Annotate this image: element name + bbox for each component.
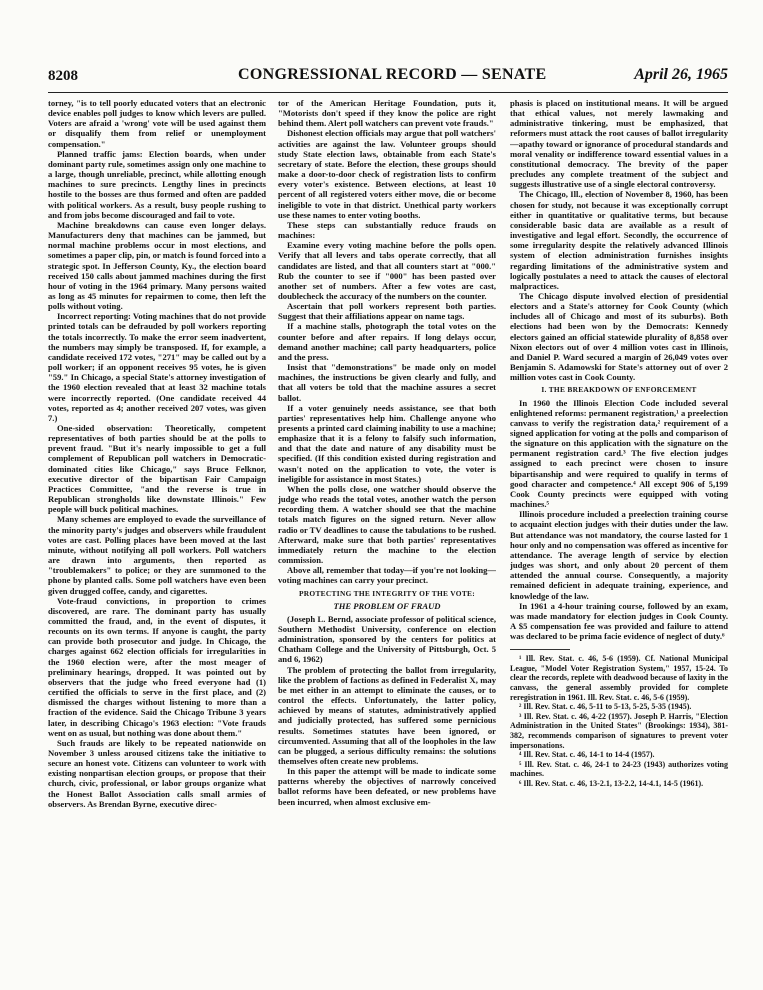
- paragraph: Planned traffic jams: Election boards, when under dominant party rule, sometimes assign only one machine to a large, though unreliable, precinct, while allotting enough machines to sure precincts. Lengthy lines in precincts hostile to the bosses are thus formed and often are padded with political workers. As a result, busy people rushing to and from jobs become discouraged and fail to vote.: [48, 148, 266, 220]
- paragraph: The Chicago, Ill., election of November 8, 1960, has been chosen for study, not because it was exceptionally corrupt either in quantitative or qualitative terms, but because considerable basic data are available as a result of investigative and legal effort. Secondly, the occurrence of some irregularity despite the relatively advanced Illinois system of election administration furnishes insights regarding limitations of the administrative system and logically postulates a need to attack the causes of electoral malpractices.: [510, 189, 728, 291]
- paragraph: Incorrect reporting: Voting machines that do not provide printed totals can be defrauded by poll workers reporting the totals incorrectly. To make the error seem inadvertent, the numbers may simply be transposed. If, for example, a candidate received 172 votes, "271" may be called out by a poll worker; if an opponent receives 95 votes, he is given "59." In Chicago, a special State's attorney investigation of the 1960 election revealed that at least 32 machine totals were incorrectly reported. (One candidate received 44 votes, reported as 4; another received 207 votes, was given 7.): [48, 311, 266, 423]
- publication-title: CONGRESSIONAL RECORD — SENATE: [238, 66, 547, 83]
- page-number: 8208: [48, 68, 78, 84]
- paragraph: The problem of protecting the ballot from irregularity, like the problem of factions as defined in Federalist X, may be met either in an attempt to eliminate the causes, or to control the effects. Unfortunately, the latter policy, achieved by means of statutes, administratively applied and judicially protected, has suffered some pernicious results. Sometimes statutes have been ignored, or circumvented. Assuming that all of the loopholes in the law can be plugged, a serious difficulty remains: the solutions themselves often create new problems.: [278, 664, 496, 766]
- footnote-rule: [510, 649, 570, 650]
- publication-date: April 26, 1965: [634, 66, 728, 83]
- footnote: ⁶ Ill. Rev. Stat. c. 46, 13-2.1, 13-2.2, 14-4.1, 14-5 (1961).: [519, 779, 704, 788]
- paragraph: Many schemes are employed to evade the surveillance of the minority party's judges and observers while fraudulent votes are cast. Polling places have been moved at the last minute, without notifying all poll workers. Poll watchers are drawn into arguments, then reported as "troublemakers" to police; or they are summoned to the phone by planted calls. Some poll watchers have even been given drugged coffee, candy, and cigarettes.: [48, 514, 266, 596]
- text-column-3: [510, 98, 728, 918]
- paragraph: One-sided observation: Theoretically, competent representatives of both parties should be at the polls to prevent fraud. "But it's nearly impossible to get a full complement of Republican poll watchers in Democratic-dominated cities like Chicago," says Bruce Felknor, executive director of the bipartisan Fair Campaign Practices Committee, "and the reverse is true in Republican strongholds like downstate Illinois." Few people will buck political machines.: [48, 423, 266, 515]
- footnote: ³ Ill. Rev. Stat. c. 46, 4-22 (1957). Joseph P. Harris, "Election Administration in the United States" (Brookings: 1934), 381-382, recommends comparison of signatures to prevent voter impersonations.: [510, 711, 728, 750]
- section-heading: I. THE BREAKDOWN OF ENFORCEMENT: [541, 385, 697, 395]
- paragraph: These steps can substantially reduce frauds on machines:: [278, 219, 496, 241]
- paragraph: Machine breakdowns can cause even longer delays. Manufacturers deny that machines can be jammed, but normal machine problems occur in most elections, and sometimes a paper clip, pin, or match is found forced into a strategic spot. In Jefferson County, Ky., the election board received 150 calls about jammed machines during the first hour of voting in the 1964 primary. Many persons waited as long as 45 minutes for repairmen to come, then left the polls without voting.: [48, 219, 266, 312]
- paragraph: Such frauds are likely to be repeated nationwide on November 3 unless aroused citizens take the initiative to secure an honest vote. Citizens can volunteer to work with existing nonpartisan election groups, or propose that their church, civic, professional, or labor groups organize what the Honest Ballot Association calls small armies of observers. As Brendan Byrne, executive direc-: [48, 737, 266, 809]
- paragraph: If a machine stalls, photograph the total votes on the counter before and after repairs. If long delays occur, demand another machine; call party headquarters, police and the press.: [278, 321, 496, 362]
- header-rule: [48, 92, 728, 93]
- footnote: ⁴ Ill. Rev. Stat. c. 46, 14-1 to 14-4 (1957).: [519, 750, 655, 760]
- section-heading: PROTECTING THE INTEGRITY OF THE VOTE:: [298, 588, 476, 598]
- paragraph: torney, "is to tell poorly educated voters that an electronic device enables poll judges to know which levers are pulled. Voters are afraid a 'wrong' vote will be used against them or disqualify them from relief or unemployment compensation.": [48, 98, 266, 149]
- page-header: [48, 66, 728, 92]
- paragraph: Vote-fraud convictions, in proportion to crimes discovered, are rare. The dominant party has usually committed the fraud, and, in the event of disputes, it recounts on its own terms. If anyone is caught, the party can provide both prosecutor and judge. In Chicago, the charges against 662 election officials for irregularities in the 1960 election were, after the most meager of preliminary hearings, dropped. It was pointed out by observers that the judge who freed everyone had (1) certified the officials to serve in the first place, and (2) dismissed the charges without listening to more than a fraction of the evidence. Said the Chicago Tribune 3 years later, in describing Chicago's 1963 election: "Vote frauds went on as usual, but nothing was done about them.": [48, 595, 266, 738]
- paragraph: In 1961 a 4-hour training course, followed by an exam, was made mandatory for election judges in Cook County. A $5 compensation fee was provided and failure to attend was declared to be prima facie evidence of neglect of duty.⁶: [510, 600, 728, 642]
- paragraph: When the polls close, one watcher should observe the judge who reads the total votes, another watch the person recording them. A watcher should see that the machine totals match figures on the signed return. Never allow radio or TV deadlines to cause the tabulations to be rushed. Afterward, make sure that both parties' representatives immediately return the machine to the election commission.: [278, 483, 496, 566]
- paragraph: (Joseph L. Bernd, associate professor of political science, Southern Methodist University, conference on election administration, sponsored by the centers for politics at Chatham College and the University of Pittsburgh, Oct. 5 and 6, 1962): [278, 613, 496, 665]
- paragraph: In this paper the attempt will be made to indicate some patterns whereby the objectives of narrowly conceived ballot reforms have been defeated, or new problems have been incurred, when almost exclusive em-: [278, 766, 496, 807]
- paragraph: phasis is placed on institutional means. It will be argued that ethical values, not merely lawmaking and administrative tinkering, must be emphasized, that reformers must attack the root causes of ballot irregularity—apathy toward or ignorance of procedural standards and moral venality or indifference toward essential values in a constitutional democracy. The brevity of the paper precludes any complete treatment of the subject and suggests illustrative use of a single electoral controversy.: [510, 98, 728, 190]
- paragraph: Insist that "demonstrations" be made only on model machines, the instructions be given clearly and fully, and that all voters be told that the machine assures a secret ballot.: [278, 362, 496, 403]
- text-column-2: [278, 98, 496, 918]
- paragraph: If a voter genuinely needs assistance, see that both parties' representatives help him. Challenge anyone who presents a printed card claiming inability to use a machine; emphasize that it is a felony to falsify such information, and that the date and nature of any disability must be specified. (If this condition existed during registration and wasn't noted on the application to vote, the voter is ineligible for assistance in most States.): [278, 402, 496, 484]
- paragraph: Illinois procedure included a preelection training course to acquaint election judges with their duties under the law. But attendance was not mandatory, the course lasted for 1 hour only and no compensation was offered as incentive for attendance. The average length of service by election judges was short, and only about 20 percent of them attended the annual course. Consequently, a majority remained deficient in adequate training, experience, and knowledge of the law.: [510, 509, 728, 601]
- paragraph: Examine every voting machine before the polls open. Verify that all levers and tabs operate correctly, that all candidates are listed, and that all counters start at "000." Rub the counter to see if "000" has been pasted over another set of numbers. After a few votes are cast, doublecheck the accuracy of the numbers on the counter.: [278, 240, 496, 301]
- paragraph: tor of the American Heritage Foundation, puts it, "Motorists don't speed if they know the police are right behind them. Alert poll watchers can prevent vote frauds.": [278, 98, 496, 129]
- text-column-1: [48, 98, 266, 918]
- paragraph: In 1960 the Illinois Election Code included several enlightened reforms: permanent registration,¹ a preelection canvass to verify the registration data,² requirement of a signed application for voting at the polls and comparison of the signature on this application with the signature on the permanent registration card.³ The five election judges assigned to each precinct were chosen to insure bipartisanship and were required to qualify in terms of good character and competence.⁴ All except 906 of 5,199 Cook County precincts were equipped with voting machines.⁵: [510, 397, 728, 510]
- footnote: ¹ Ill. Rev. Stat. c. 46, 5-6 (1959). Cf. National Municipal League, "Model Voter Registration System," 1957, 15-24. To clear the records, replete with deadwood because of laxity in the canvass, the general assembly provided for complete reregistration in 1961. Ill. Rev. Stat. c. 46, 5-6 (1959).: [510, 654, 728, 702]
- paragraph: Above all, remember that today—if you're not looking—voting machines can carry your precinct.: [278, 565, 496, 586]
- paragraph: Ascertain that poll workers represent both parties. Suggest that their affiliations appear on name tags.: [278, 301, 496, 322]
- paragraph: Dishonest election officials may argue that poll watchers' activities are against the law. Volunteer groups should study State election laws, obtainable from each State's secretary of state. Before the election, these groups should make a door-to-door check of registration lists to confirm every voter's existence. Between elections, at least 10 percent of all registered voters either move, die or become ineligible to vote in that district. Unethical party workers use these names to enter voting booths.: [278, 128, 496, 220]
- section-subheading: THE PROBLEM OF FRAUD: [333, 600, 441, 611]
- footnote: ⁵ Ill. Rev. Stat. c. 46, 24-1 to 24-23 (1943) authorizes voting machines.: [510, 759, 728, 779]
- paragraph: The Chicago dispute involved election of presidential electors and a State's attorney for Cook County (which includes all of Chicago and most of its suburbs). Both elections had been won by the Democrats: Kennedy electors gained an official statewide plurality of 8,858 over Nixon electors out of over 4 million votes cast in Illinois, and Daniel P. Ward secured a margin of 26,049 votes over Benjamin S. Adamowski for State's attorney out of over 2 million votes cast in Cook County.: [510, 290, 728, 383]
- footnote: ² Ill. Rev. Stat. c. 46, 5-11 to 5-13, 5-25, 5-35 (1945).: [519, 702, 692, 712]
